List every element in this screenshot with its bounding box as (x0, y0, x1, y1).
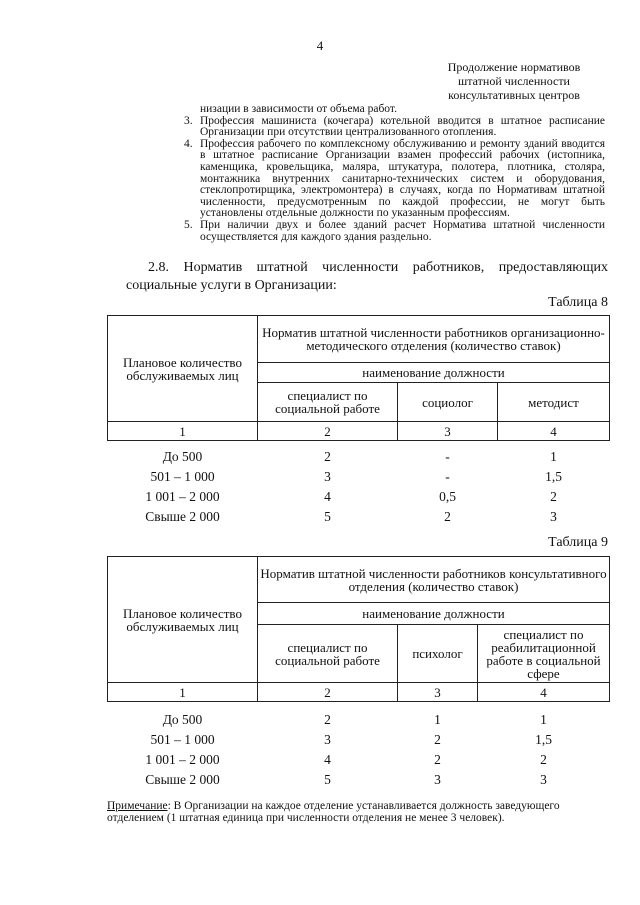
table-cell: 4 (324, 489, 331, 504)
position-header: специалист по социальной работе (258, 383, 398, 422)
table-cell: 5 (324, 509, 331, 524)
table-cell: 4 (324, 752, 331, 767)
note-number: 5. (184, 218, 193, 231)
footnote-label: Примечание (107, 800, 168, 812)
table-cell: 2 (324, 449, 331, 464)
position-header: социолог (398, 383, 498, 422)
notes-list (180, 104, 605, 243)
table-cell: - (445, 469, 450, 484)
column-number: 3 (398, 422, 498, 441)
table-cell: Свыше 2 000 (145, 772, 220, 787)
table-cell: 1 001 – 2 000 (145, 752, 220, 767)
table-row (108, 750, 610, 770)
table-cell: До 500 (162, 712, 203, 727)
table-cell: 1 001 – 2 000 (145, 489, 220, 504)
footnote (107, 800, 609, 824)
page-number: 4 (316, 38, 324, 53)
note-number: 3. (184, 114, 193, 127)
table-row (108, 770, 610, 790)
note-text: Профессия машиниста (кочегара) котельной вводится в штатное расписание Организации при отсутствии централизованного отопления. (200, 114, 605, 139)
table-cell: 3 (550, 509, 557, 524)
table9-caption: Таблица 9 (548, 535, 608, 550)
table-cell: 1 (434, 712, 441, 727)
position-header: специалист по социальной работе (258, 625, 398, 683)
note-item (180, 116, 605, 139)
continuation-header (424, 60, 604, 102)
note-number: 4. (184, 137, 193, 150)
section-heading: 2.8. Норматив штатной численности работников, предоставляющих социальные услуги в Организации: (126, 260, 608, 293)
table-cell: 2 (444, 509, 451, 524)
table-cell: - (445, 449, 450, 464)
note-continued: низации в зависимости от объема работ. (200, 103, 397, 115)
table-row (108, 710, 610, 730)
sub-header: наименование должности (258, 363, 610, 383)
position-header: специалист по реабилитационной работе в социальной сфере (478, 625, 610, 683)
table-cell: 501 – 1 000 (150, 732, 215, 747)
table-cell: 1,5 (535, 732, 552, 747)
table-cell: 2 (324, 712, 331, 727)
table-cell: 2 (540, 752, 547, 767)
table-cell: 1 (540, 712, 547, 727)
table-cell: 3 (540, 772, 547, 787)
note-text: Профессия рабочего по комплексному обслуживанию и ремонту зданий вводится в штатное расписание Организации взамен профессий рабочих (истопника, каменщика, кровельщика, маляра, штукатура, полотера, плотника, столяра, монтажника внутренних санитарно-технических систем и оборудования, стеклопротирщика, электромонтера) в случаях, когда по Нормативам штатной численности, предусмотренным по каждой профессии, не могут быть установлены отдельные должности по указанным профессиям. (200, 137, 605, 220)
table-cell: 2 (434, 752, 441, 767)
row-header: Плановое количество обслуживаемых лиц (108, 557, 258, 683)
group-header: Норматив штатной численности работников консультативного отделения (количество ставок) (258, 557, 610, 603)
table-cell: 2 (434, 732, 441, 747)
table-cell: 2 (550, 489, 557, 504)
table-cell: 501 – 1 000 (150, 469, 215, 484)
column-number: 1 (108, 683, 258, 702)
table-cell: 3 (324, 732, 331, 747)
note-item (180, 220, 605, 243)
table-cell: 1,5 (545, 469, 562, 484)
column-number: 4 (478, 683, 610, 702)
table-row (108, 507, 610, 527)
table8-caption: Таблица 8 (548, 295, 608, 310)
sub-header: наименование должности (258, 603, 610, 625)
table-row (108, 447, 610, 467)
table-cell: 3 (324, 469, 331, 484)
column-number: 2 (258, 422, 398, 441)
group-header: Норматив штатной численности работников организационно-методического отделения (количество ставок) (258, 316, 610, 363)
column-number: 4 (498, 422, 610, 441)
table-cell: 0,5 (439, 489, 456, 504)
row-header: Плановое количество обслуживаемых лиц (108, 316, 258, 422)
table-cell: 1 (550, 449, 557, 464)
table8 (107, 315, 610, 527)
table-cell: Свыше 2 000 (145, 509, 220, 524)
continuation-line: Продолжение нормативов (447, 60, 581, 74)
column-number: 2 (258, 683, 398, 702)
column-number: 1 (108, 422, 258, 441)
continuation-line: консультативных центров (448, 88, 580, 102)
table-row (108, 467, 610, 487)
table-cell: 3 (434, 772, 441, 787)
table-cell: 5 (324, 772, 331, 787)
table-cell: До 500 (162, 449, 203, 464)
position-header: психолог (398, 625, 478, 683)
continuation-line: штатной численности (458, 74, 570, 88)
position-header: методист (498, 383, 610, 422)
table-row (108, 487, 610, 507)
note-item (180, 139, 605, 220)
table9 (107, 556, 610, 790)
table-row (108, 730, 610, 750)
note-text: При наличии двух и более зданий расчет Норматива штатной численности осуществляется для каждого здания раздельно. (200, 218, 605, 243)
footnote-text: : В Организации на каждое отделение устанавливается должность заведующего отделением (1 штатная единица при численности отделения не менее 3 человек). (107, 800, 560, 824)
column-number: 3 (398, 683, 478, 702)
